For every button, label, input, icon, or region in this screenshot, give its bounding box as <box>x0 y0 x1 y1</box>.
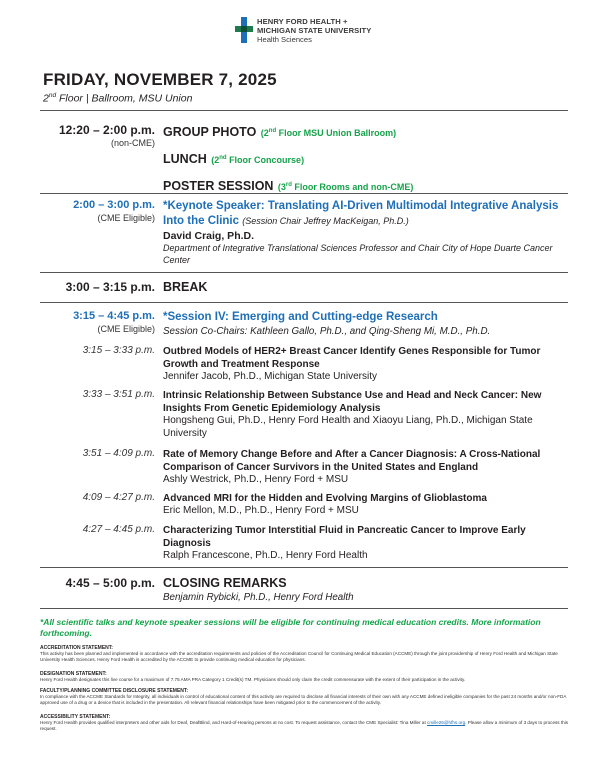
divider <box>40 608 568 609</box>
keynote-title: *Keynote Speaker: Translating AI-Driven Multimodal Integrative Analysis Into the Clinic (Session Chair Jeffrey MacKeigan, Ph.D.) <box>163 200 559 227</box>
closing-speaker: Benjamin Rybicki, Ph.D., Henry Ford Health <box>163 592 354 603</box>
logo-line-2: MICHIGAN STATE UNIVERSITY <box>257 26 372 35</box>
talk-speaker: Ashly Westrick, Ph.D., Henry Ford + MSU <box>163 474 349 485</box>
time-slot: 12:20 – 2:00 p.m. <box>58 123 155 137</box>
designation-statement <box>40 671 570 683</box>
plus-logo-icon <box>235 17 253 43</box>
cme-note: (CME Eligible) <box>97 213 155 223</box>
logo-line-3: Health Sciences <box>257 35 312 44</box>
divider <box>40 302 568 303</box>
accessibility-statement <box>40 714 570 732</box>
group-photo-title: GROUP PHOTO <box>163 125 257 139</box>
time-slot: 4:45 – 5:00 p.m. <box>65 576 155 590</box>
divider <box>40 272 568 273</box>
poster-location: (3rd Floor Rooms and non-CME) <box>277 182 414 192</box>
page-title: FRIDAY, NOVEMBER 7, 2025 <box>43 70 277 89</box>
talk-title: Intrinsic Relationship Between Substance Use and Head and Neck Cancer: New Insights From Genetic Epidemiology Analysis <box>163 390 542 414</box>
time-slot: 3:00 – 3:15 p.m. <box>65 280 155 294</box>
logo <box>235 15 395 49</box>
break-title: BREAK <box>163 280 208 294</box>
statement-heading: FACULTY/PLANNING COMMITTEE DISCLOSURE STATEMENT: <box>40 688 189 694</box>
talk-title: Characterizing Tumor Interstitial Fluid in Pancreatic Cancer to Improve Early Diagnosis <box>163 525 526 549</box>
venue-text: Floor | Ballroom, MSU Union <box>56 92 193 105</box>
session-title: *Session IV: Emerging and Cutting-edge Research <box>163 311 438 323</box>
lunch-location: (2nd Floor Concourse) <box>211 155 305 165</box>
time-slot: 2:00 – 3:00 p.m. <box>73 199 155 211</box>
closing-title: CLOSING REMARKS <box>163 576 287 590</box>
cme-eligibility-note: *All scientific talks and keynote speaker sessions will be eligible for continuing medical education credits. More information forthcoming. <box>40 617 541 638</box>
disclosure-statement <box>40 688 570 706</box>
talk-speaker: Jennifer Jacob, Ph.D., Michigan State University <box>163 371 377 382</box>
venue-line <box>43 92 192 105</box>
venue-floor-sup: nd <box>48 92 57 99</box>
lunch-item <box>163 150 563 168</box>
talk-time: 4:27 – 4:45 p.m. <box>82 524 155 535</box>
talk-time: 3:33 – 3:51 p.m. <box>82 389 155 400</box>
talk-title: Advanced MRI for the Hidden and Evolving Margins of Glioblastoma <box>163 493 487 504</box>
statement-text: In compliance with the ACCME Standards for Integrity, all individuals in control of educational content of this activity are required to disclose all financial interests of their own with any ACCME defined ineligible companies for the past 24 months and/or non-FDA approved use of a drug or a device that is included in the presentation. All relevant financial relationships have been mitigated prior to the commencement of the activity. <box>40 694 567 705</box>
talk-time: 3:51 – 4:09 p.m. <box>82 448 155 459</box>
time-slot: 3:15 – 4:45 p.m. <box>73 310 155 322</box>
talk-speaker: Eric Mellon, M.D., Ph.D., Henry Ford + MSU <box>163 505 359 516</box>
statement-text: Henry Ford Health provides qualified interpreters and other aids for Deaf, DeafBlind, and Hard-of-Hearing persons at no cost. To request assistance, contact the CME Specialist: Tina Miller at cmille26@hfhs.org. Please allow a minimum of 3 days to process this request. <box>40 720 569 731</box>
statement-heading: ACCESSIBILITY STATEMENT: <box>40 714 111 720</box>
divider <box>40 567 568 568</box>
talk-speaker: Ralph Francescone, Ph.D., Henry Ford Health <box>163 550 368 561</box>
poster-title: POSTER SESSION <box>163 179 274 193</box>
talk-title: Outbred Models of HER2+ Breast Cancer Identify Genes Responsible for Tumor Growth and Treatment Response <box>163 346 541 370</box>
statement-heading: ACCREDITATION STATEMENT: <box>40 645 113 651</box>
keynote-speaker: David Craig, Ph.D. <box>163 230 255 242</box>
statement-text: Henry Ford Health designates this live course for a maximum of 7.75 AMA PRA Category 1 Credit(s) TM. Physicians should only claim the credit commensurate with the extent of their participation in the activity. <box>40 677 466 682</box>
accreditation-statement <box>40 645 570 663</box>
venue-floor: 2 <box>43 92 49 105</box>
email-link[interactable]: cmille26@hfhs.org <box>427 720 466 725</box>
session-chairs: Session Co-Chairs: Kathleen Gallo, Ph.D., and Qing-Sheng Mi, M.D., Ph.D. <box>163 326 491 337</box>
lunch-title: LUNCH <box>163 152 207 166</box>
divider <box>40 110 568 111</box>
group-photo-location: (2nd Floor MSU Union Ballroom) <box>260 128 397 138</box>
logo-line-1: HENRY FORD HEALTH + <box>257 17 348 26</box>
talk-title: Rate of Memory Change Before and After a Cancer Diagnosis: A Cross-National Comparison of Cancer Survivors in the United States and England <box>163 449 541 473</box>
divider <box>40 193 568 194</box>
cme-note: (non-CME) <box>110 138 155 148</box>
talk-speaker: Hongsheng Gui, Ph.D., Henry Ford Health and Xiaoyu Liang, Ph.D., Michigan State University <box>163 415 533 439</box>
session-chair: (Session Chair Jeffrey MacKeigan, Ph.D.) <box>242 216 409 226</box>
talk-time: 4:09 – 4:27 p.m. <box>82 492 155 503</box>
statement-text: This activity has been planned and implemented in accordance with the accreditation requirements and policies of the Accreditation Council for Continuing Medical Education (ACCME) through the joint providership of Henry Ford Health and Michigan State University Health Sciences. Henry Ford Health is accredited by the ACCME to provide continuing medical education for physicians. <box>40 651 558 662</box>
group-photo-item <box>163 123 563 141</box>
statement-heading: DESIGNATION STATEMENT: <box>40 671 107 677</box>
cme-note: (CME Eligible) <box>97 324 155 334</box>
speaker-affiliation: Department of Integrative Translational Sciences Professor and Chair City of Hope Duarte Cancer Center <box>163 243 553 265</box>
talk-time: 3:15 – 3:33 p.m. <box>82 345 155 356</box>
